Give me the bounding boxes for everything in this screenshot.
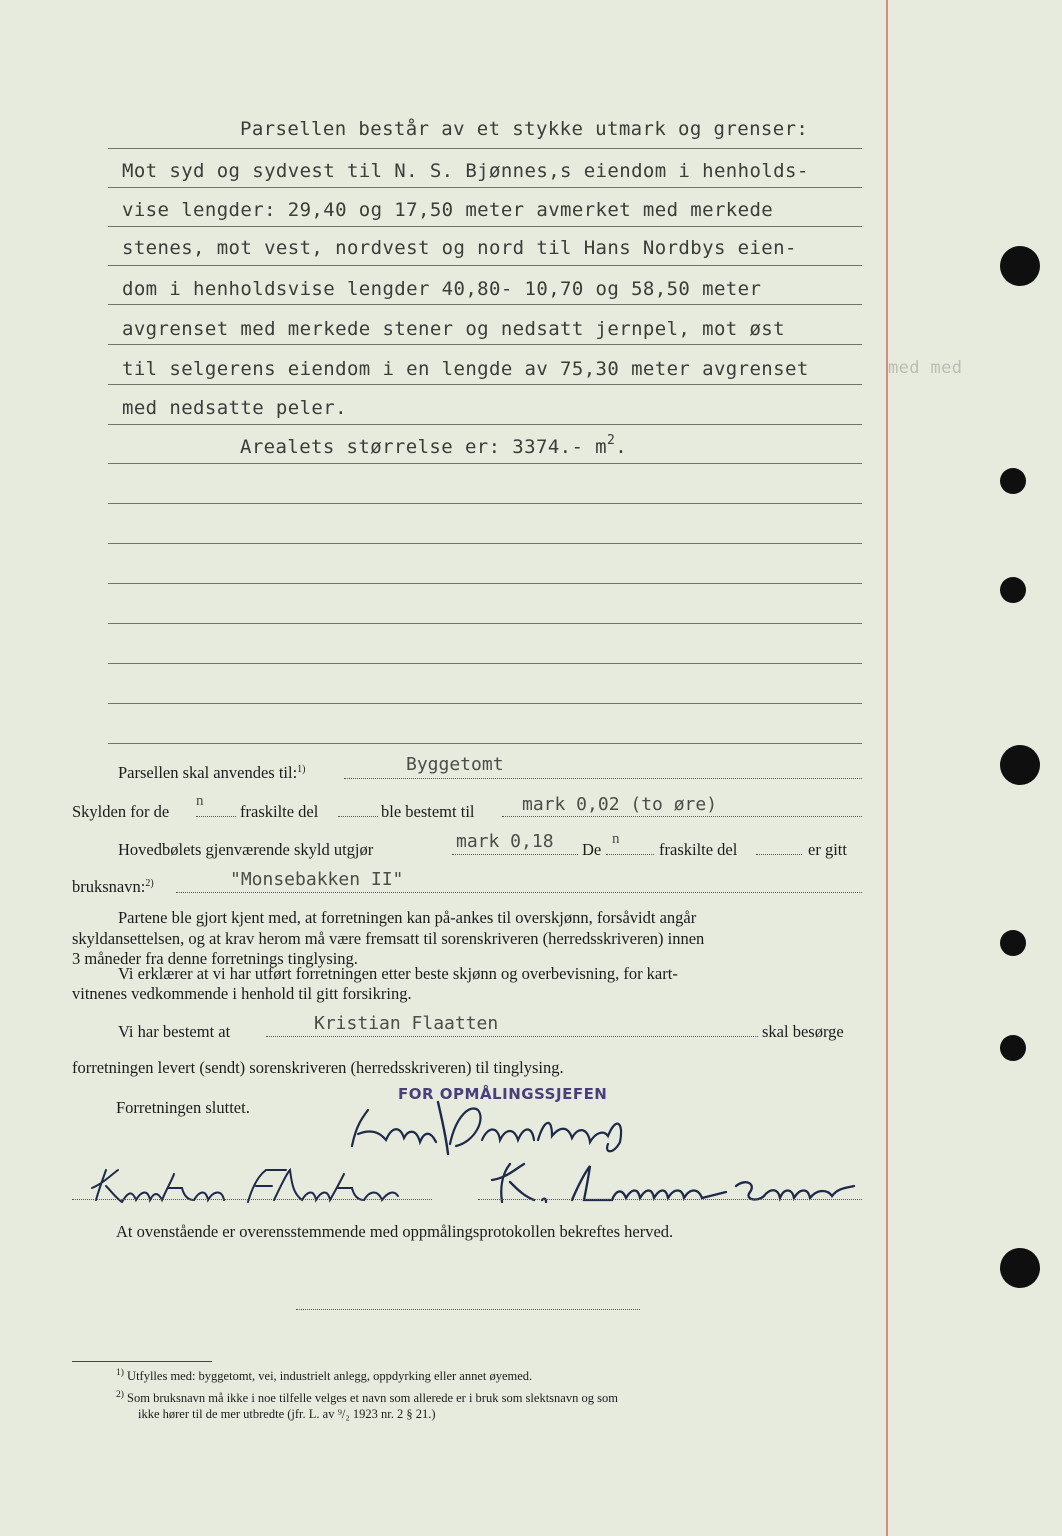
signature-flaatten	[88, 1166, 400, 1208]
ruled-line	[108, 703, 862, 704]
typed-line: stenes, mot vest, nordvest og nord til Hans Nordbys eien-	[122, 237, 797, 259]
remaining-de: De	[582, 840, 602, 859]
remaining-n-dotted	[606, 854, 654, 855]
binder-hole	[1000, 930, 1026, 956]
binder-hole	[1000, 745, 1040, 785]
typed-line: avgrenset med merkede stener og nedsatt jernpel, mot øst	[122, 318, 785, 340]
appoint-label: Vi har bestemt at	[118, 1022, 231, 1041]
ruled-line	[108, 623, 862, 624]
ruled-line	[108, 304, 862, 305]
typed-line: med nedsatte peler.	[122, 397, 347, 419]
use-value: Byggetomt	[406, 754, 504, 775]
remaining-label: Hovedbølets gjenværende skyld utgjør	[118, 840, 374, 859]
appoint-value: Kristian Flaatten	[314, 1013, 499, 1034]
ruled-line	[108, 663, 862, 664]
binder-hole	[1000, 246, 1040, 286]
appoint-end: skal besørge	[762, 1022, 844, 1041]
footnote-1: $^{1)}$ Utfylles med: byggetomt, vei, industrielt anlegg, oppdyrking eller annet øyemed.	[116, 1368, 533, 1383]
area-end: .	[615, 436, 628, 458]
confirm-signature-line	[296, 1309, 640, 1310]
area-line	[240, 433, 628, 458]
remaining-n: n	[612, 831, 620, 847]
tax-dotted-field-1	[196, 816, 236, 817]
binder-hole	[1000, 1248, 1040, 1288]
signature-line-left	[72, 1199, 432, 1200]
ruled-line	[108, 583, 862, 584]
name-value: "Monsebakken II"	[230, 869, 404, 890]
ruled-line	[108, 463, 862, 464]
ruled-line	[108, 226, 862, 227]
ruled-line	[108, 543, 862, 544]
footnote-2-cont: ikke hører til de mer utbredte (jfr. L. av ⁹/₂ 1923 nr. 2 § 21.)	[138, 1407, 436, 1421]
use-footnote-mark: 1)	[297, 764, 306, 775]
area-text: Arealets størrelse er: 3374.- m	[240, 436, 608, 458]
remaining-dotted-field	[452, 854, 578, 855]
binder-hole	[1000, 577, 1026, 603]
use-label: Parsellen skal anvendes til:$^{1)}$	[118, 763, 306, 782]
tax-label-n: n	[196, 793, 204, 809]
margin-rule	[886, 0, 888, 1536]
para2-line: vitnenes vedkommende i henhold til gitt forsikring.	[72, 984, 412, 1003]
remaining-b: fraskilte del	[659, 840, 738, 859]
name-label: bruksnavn:$^{2)}$	[72, 877, 154, 896]
remaining-c: er gitt	[808, 840, 847, 859]
footnote-2: $^{2)}$ Som bruksnavn må ikke i noe tilfelle velges et navn som allerede er i bruk som slektsnavn og som	[116, 1390, 618, 1405]
deliver-text: forretningen levert (sendt) sorenskriveren (herredsskriveren) til tinglysing.	[72, 1058, 564, 1077]
official-stamp: FOR OPMÅLINGSSJEFEN	[398, 1085, 608, 1103]
typed-line: Mot syd og sydvest til N. S. Bjønnes,s eiendom i henholds-	[122, 160, 809, 182]
typed-line: dom i henholdsvise lengder 40,80- 10,70 og 58,50 meter	[122, 278, 762, 300]
signature-danielsen	[338, 1096, 648, 1158]
ruled-line	[108, 503, 862, 504]
para1-line: Partene ble gjort kjent med, at forretningen kan på-ankes til overskjønn, forsåvidt angår	[118, 908, 697, 927]
footnote-rule	[72, 1361, 212, 1362]
tax-dotted-field-3	[502, 816, 862, 817]
ruled-line	[108, 743, 862, 744]
para1-line: skyldansettelsen, og at krav herom må være fremsatt til sorenskriveren (herredsskriveren) innen	[72, 929, 705, 948]
para1-line: 3 måneder fra denne forretnings tinglysing.	[72, 949, 358, 968]
tax-label-a: Skylden for de	[72, 802, 170, 821]
tax-label-b: fraskilte del	[240, 802, 319, 821]
appoint-dotted-field	[266, 1036, 758, 1037]
name-dotted-field	[176, 892, 862, 893]
ruled-line	[108, 344, 862, 345]
tax-label-c: ble bestemt til	[381, 802, 475, 821]
confirm-text: At ovenstående er overensstemmende med oppmålingsprotokollen bekreftes herved.	[116, 1222, 674, 1241]
signature-line-right	[478, 1199, 862, 1200]
typed-line: Parsellen består av et stykke utmark og grenser:	[240, 118, 809, 140]
remaining-value: mark 0,18	[456, 831, 554, 852]
para2-line: Vi erklærer at vi har utført forretningen etter beste skjønn og overbevisning, for kart-	[118, 964, 678, 983]
typed-line: til selgerens eiendom i en lengde av 75,30 meter avgrenset	[122, 358, 809, 380]
tax-value: mark 0,02 (to øre)	[522, 794, 718, 815]
signature-larssen-sem	[488, 1160, 862, 1208]
closed-text: Forretningen sluttet.	[116, 1098, 250, 1117]
use-dotted-field	[344, 778, 862, 779]
binder-hole	[1000, 468, 1026, 494]
ruled-line	[108, 384, 862, 385]
ruled-line	[108, 187, 862, 188]
area-superscript: 2	[607, 433, 616, 448]
name-footnote-mark: 2)	[145, 878, 154, 889]
ruled-line	[108, 148, 862, 149]
tax-dotted-field-2	[338, 816, 378, 817]
remaining-b-dotted	[756, 854, 802, 855]
typed-line: vise lengder: 29,40 og 17,50 meter avmerket med merkede	[122, 199, 774, 221]
ruled-line	[108, 424, 862, 425]
binder-hole	[1000, 1035, 1026, 1061]
ruled-line	[108, 265, 862, 266]
faded-overflow-text: med med	[888, 358, 963, 378]
